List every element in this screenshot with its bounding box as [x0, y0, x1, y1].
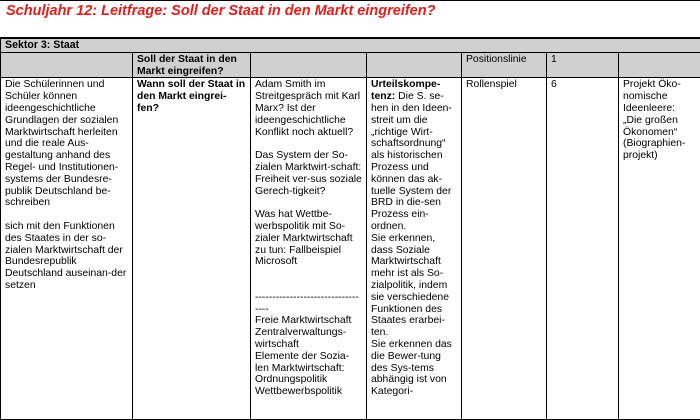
content-row	[1, 78, 700, 420]
judgement-text-1: Die S. se-hen in den Ideen-streit um die „richtige Wirt-schaftsordnung“ als historischen Prozess und können das ak-tuelle System der BRD in die-sen Prozess ein-ordnen.	[371, 91, 452, 232]
sector-label: Sektor 3: Staat	[1, 39, 700, 53]
header-cell-empty-3	[367, 52, 462, 78]
header-positionslinie-value: 1	[547, 52, 619, 78]
judgement-text-2: Sie erkennen, dass Soziale Marktwirtschaft mehr ist als So-zialpolitik, indem sie verschiedene Funktionen des Staates erarbei-ten.	[371, 233, 449, 338]
header-cell-empty-2	[251, 52, 367, 78]
document-title-bar	[0, 0, 700, 38]
judgement-heading: Urteilskompe-tenz:	[371, 79, 440, 102]
competence-text-1: Die Schülerinnen und Schüler können ideengeschichtliche Grundlagen der sozialen Marktwirtschaft herleiten und die reale Aus-gestaltung anhand des Regel- und Institutionen-systems der Bundesre-publik Deutschland be-schreiben	[5, 79, 118, 208]
hours-cell: 6	[547, 78, 619, 420]
content-text-1: Adam Smith im Streitgespräch mit Karl Marx? Ist der ideengeschichtliche Konflikt noch aktuell?	[255, 79, 360, 137]
header-cell-empty-4	[619, 52, 700, 78]
content-cell	[251, 78, 367, 420]
document-title: Schuljahr 12: Leitfrage: Soll der Staat in den Markt eingreifen?	[6, 3, 435, 19]
sector-row	[1, 39, 700, 53]
project-cell: Projekt Öko-nomische Ideenleere: „Die großen Ökonomen“ (Biographien-projekt)	[619, 78, 700, 420]
guiding-question-cell: Wann soll der Staat in den Markt eingrei-fen?	[133, 78, 251, 420]
competence-text-2: sich mit den Funktionen des Staates in der so-zialen Marktwirtschaft der Bundesrepublik Deutschland auseinan-der setzen	[5, 221, 126, 291]
curriculum-table	[0, 38, 700, 420]
content-text-3: Was hat Wettbe-werbspolitik mit So-zialer Marktwirtschaft zu tun: Fallbeispiel Microsoft	[255, 209, 353, 267]
competence-cell	[1, 78, 133, 420]
judgement-text-3: Sie erkennen das die Bewer-tung des Sys-tems abhängig ist von Kategori-	[371, 339, 452, 397]
judgement-cell	[367, 78, 462, 420]
header-row	[1, 52, 700, 78]
method-cell: Rollenspiel	[462, 78, 547, 420]
header-positionslinie-label: Positionslinie	[462, 52, 547, 78]
content-text-4: ---------------------------------- Freie Marktwirtschaft Zentralverwaltungs-wirtschaft Elemente der Sozia-len Marktwirtschaft: Ordnungspolitik Wettbewerbspolitik	[255, 292, 359, 397]
header-question: Soll der Staat in den Markt eingreifen?	[133, 52, 251, 78]
header-cell-empty-1	[1, 52, 133, 78]
content-text-2: Das System der So-zialen Marktwirt-schaft: Freiheit ver-sus soziale Gerech-tigkeit?	[255, 150, 362, 196]
